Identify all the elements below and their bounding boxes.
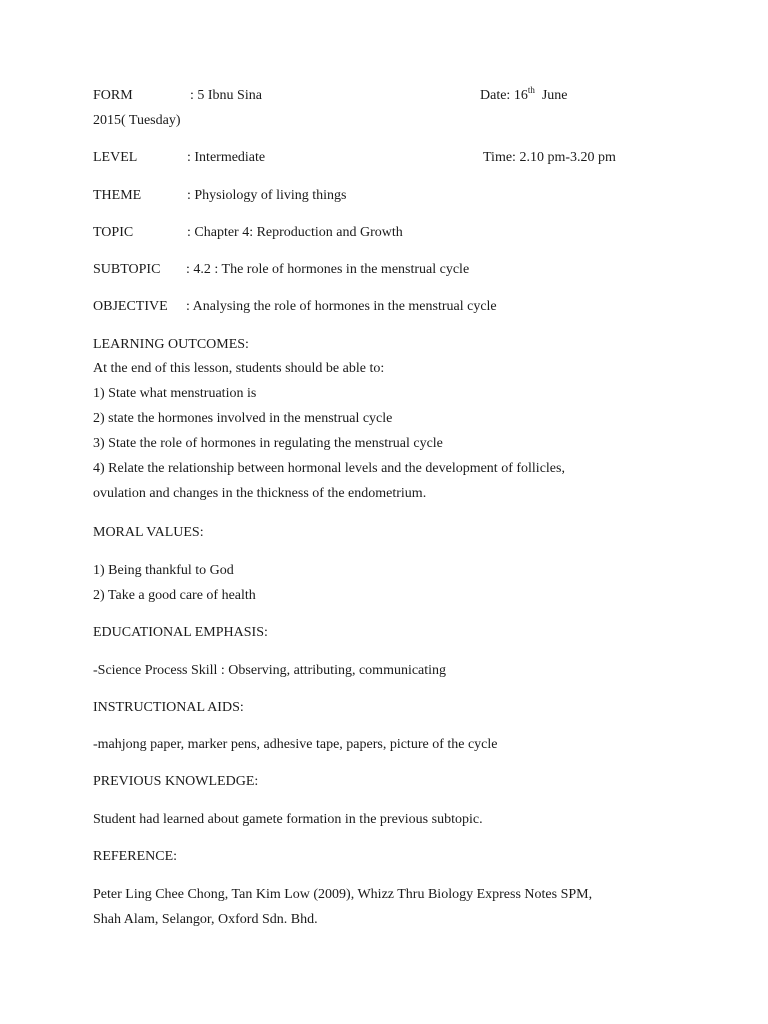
reference-line: Peter Ling Chee Chong, Tan Kim Low (2009), Whizz Thru Biology Express Notes SPM, [93, 887, 593, 902]
theme-value: : Physiology of living things [187, 188, 347, 203]
date-month: June [541, 88, 568, 103]
list-item: 2) Take a good care of health [93, 588, 256, 603]
subtopic-label: SUBTOPIC [93, 262, 161, 277]
list-item: 1) Being thankful to God [93, 563, 234, 578]
reference-heading: REFERENCE: [93, 849, 178, 864]
moral-values-list [93, 558, 256, 608]
list-item: 1) State what menstruation is [93, 386, 257, 401]
topic-value: : Chapter 4: Reproduction and Growth [187, 225, 403, 240]
educational-emphasis-heading: EDUCATIONAL EMPHASIS: [93, 625, 268, 640]
theme-label: THEME [93, 188, 142, 203]
list-item: ovulation and changes in the thickness of the endometrium. [93, 486, 427, 501]
level-value: : Intermediate [187, 150, 266, 165]
objective-value: : Analysing the role of hormones in the menstrual cycle [186, 299, 497, 314]
previous-knowledge-text: Student had learned about gamete formation in the previous subtopic. [93, 812, 483, 827]
learning-outcomes-list [93, 356, 565, 506]
previous-knowledge-heading: PREVIOUS KNOWLEDGE: [93, 774, 259, 789]
moral-values-heading: MORAL VALUES: [93, 525, 204, 540]
level-label: LEVEL [93, 150, 138, 165]
date-continuation: 2015( Tuesday) [93, 113, 181, 128]
list-item: 4) Relate the relationship between hormonal levels and the development of follicles, [93, 461, 565, 476]
list-item: 3) State the role of hormones in regulating the menstrual cycle [93, 436, 443, 451]
date-text [480, 87, 568, 105]
date-prefix: Date: 16 [480, 88, 528, 103]
learning-outcomes-heading: LEARNING OUTCOMES: [93, 337, 249, 352]
instructional-aids-heading: INSTRUCTIONAL AIDS: [93, 700, 244, 715]
objective-label: OBJECTIVE [93, 299, 168, 314]
educational-emphasis-text: -Science Process Skill : Observing, attributing, communicating [93, 663, 447, 678]
time-text: Time: 2.10 pm-3.20 pm [483, 150, 616, 165]
form-label: FORM [93, 88, 133, 103]
list-item: 2) state the hormones involved in the menstrual cycle [93, 411, 393, 426]
date-ordinal: th [527, 85, 535, 95]
reference-line: Shah Alam, Selangor, Oxford Sdn. Bhd. [93, 912, 318, 927]
instructional-aids-text: -mahjong paper, marker pens, adhesive tape, papers, picture of the cycle [93, 737, 498, 752]
subtopic-value: : 4.2 : The role of hormones in the menstrual cycle [186, 262, 470, 277]
topic-label: TOPIC [93, 225, 134, 240]
form-value: : 5 Ibnu Sina [190, 88, 262, 103]
list-item: At the end of this lesson, students should be able to: [93, 361, 385, 376]
